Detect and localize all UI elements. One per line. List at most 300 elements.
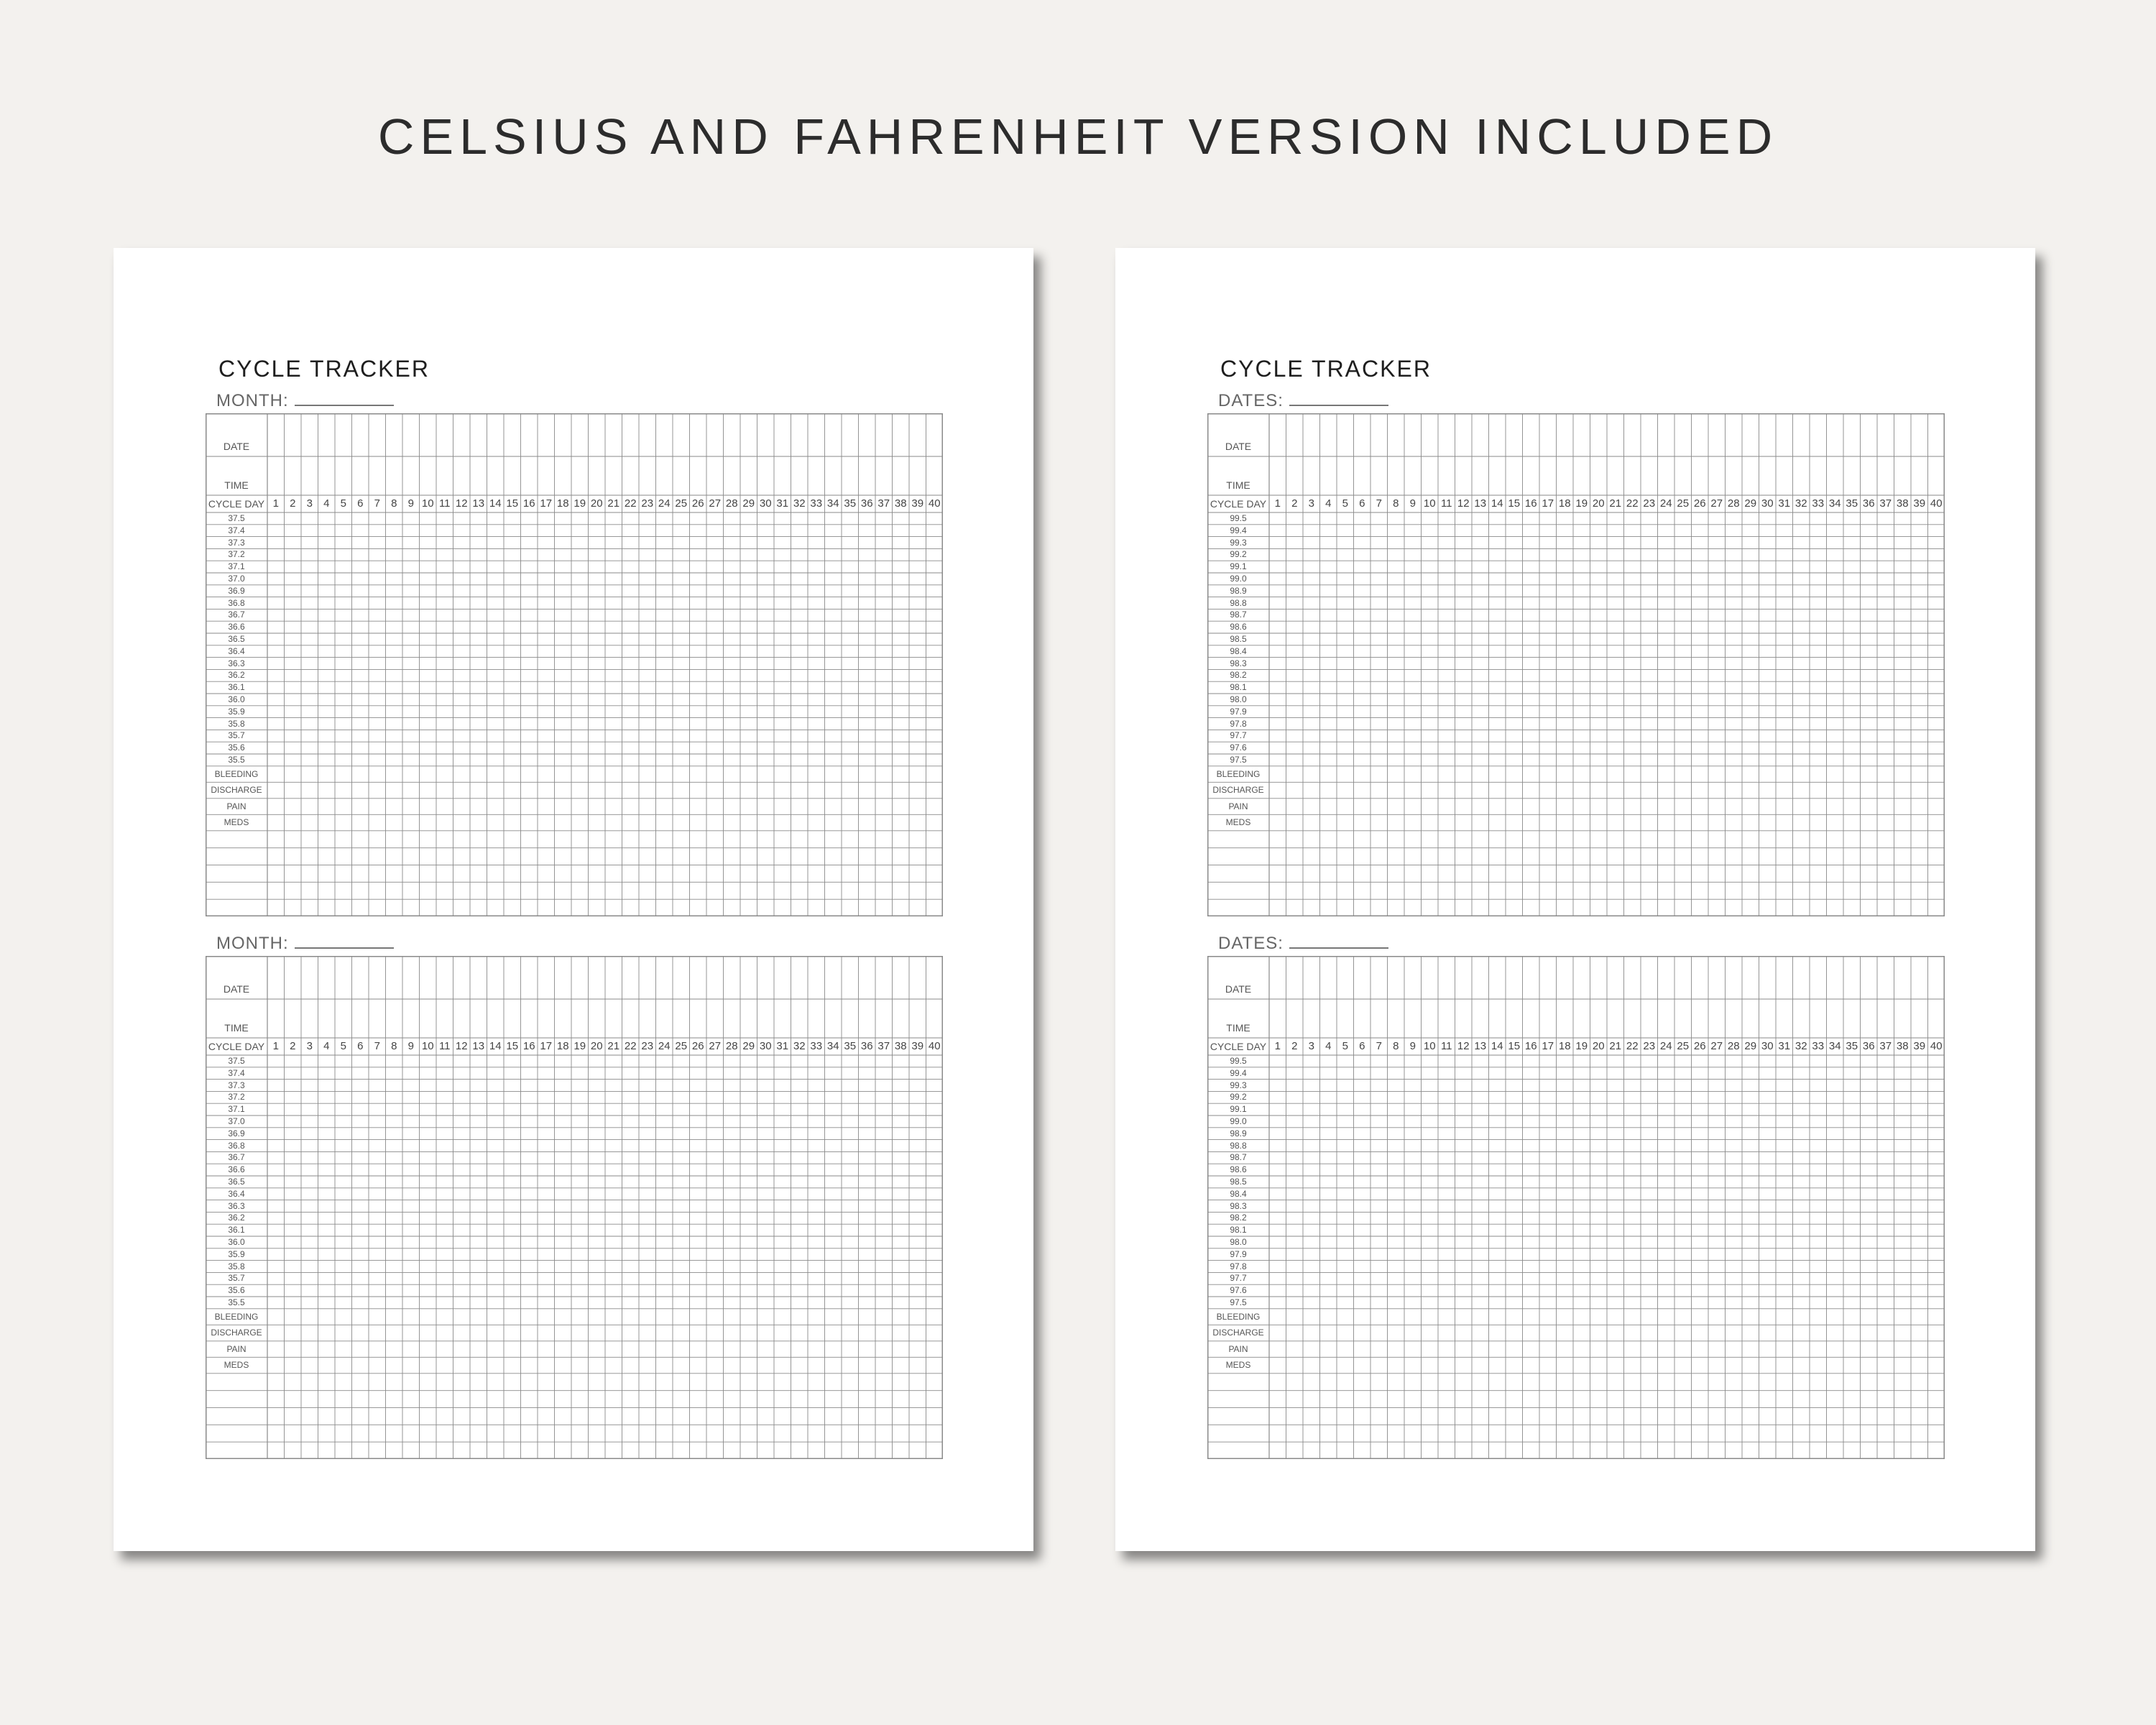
cycle-day-number: 6 (357, 1040, 364, 1052)
cycle-day-number: 7 (1376, 1040, 1382, 1052)
temperature-label: 99.1 (1230, 561, 1247, 572)
cycle-day-number: 31 (1778, 1040, 1791, 1052)
cycle-day-number: 7 (374, 497, 380, 510)
temperature-label: 35.6 (228, 1285, 245, 1296)
temperature-label: 98.8 (1230, 597, 1247, 608)
time-row-label: TIME (1226, 479, 1250, 491)
cycle-day-number: 2 (290, 1040, 296, 1052)
cycle-day-number: 15 (506, 497, 519, 510)
symptom-label: DISCHARGE (1212, 785, 1264, 796)
cycle-day-number: 32 (793, 497, 806, 510)
cycle-day-number: 33 (810, 1040, 823, 1052)
cycle-day-number: 30 (1761, 1040, 1774, 1052)
cycle-day-number: 5 (1342, 1040, 1348, 1052)
temperature-label: 99.5 (1230, 1056, 1247, 1066)
temperature-label: 98.6 (1230, 1164, 1247, 1175)
temperature-label: 97.9 (1230, 706, 1247, 717)
cycle-day-number: 33 (1812, 1040, 1825, 1052)
cycle-day-number: 22 (624, 1040, 637, 1052)
fahrenheit-page (1115, 248, 2035, 1551)
temperature-label: 35.9 (228, 706, 245, 717)
month-input-line[interactable] (295, 390, 394, 406)
cycle-day-number: 38 (1896, 1040, 1909, 1052)
temperature-label: 99.5 (1230, 513, 1247, 523)
cycle-day-number: 11 (1440, 1040, 1452, 1052)
cycle-day-number: 30 (759, 497, 772, 510)
cycle-day-number: 9 (1409, 497, 1416, 510)
cycle-day-number: 14 (489, 1040, 502, 1052)
cycle-row-label: CYCLE DAY (1210, 1041, 1267, 1052)
temperature-label: 36.7 (228, 1152, 245, 1163)
temperature-label: 36.3 (228, 658, 245, 668)
temperature-label: 36.1 (228, 682, 245, 693)
cycle-day-number: 15 (1508, 497, 1521, 510)
symptom-label: DISCHARGE (1212, 1328, 1264, 1338)
cycle-day-number: 8 (1393, 497, 1399, 510)
cycle-day-number: 18 (1558, 497, 1571, 510)
cycle-day-number: 8 (391, 1040, 397, 1052)
temperature-label: 35.9 (228, 1248, 245, 1259)
tracker-grid (206, 413, 943, 916)
cycle-day-number: 34 (1828, 497, 1841, 510)
cycle-day-number: 27 (709, 1040, 722, 1052)
time-row-label: TIME (224, 1022, 249, 1034)
cycle-day-number: 13 (472, 1040, 485, 1052)
temperature-label: 36.8 (228, 1140, 245, 1151)
cycle-day-number: 14 (1491, 497, 1503, 510)
cycle-day-number: 35 (844, 1040, 857, 1052)
temperature-label: 37.3 (228, 1080, 245, 1090)
cycle-day-number: 13 (1474, 1040, 1487, 1052)
cycle-day-number: 24 (1659, 1040, 1672, 1052)
cycle-day-number: 20 (1592, 497, 1605, 510)
cycle-day-number: 22 (1626, 497, 1639, 510)
dates-input-line[interactable] (1289, 390, 1388, 406)
dates-field[interactable] (1218, 933, 1388, 954)
cycle-day-number: 10 (1423, 497, 1436, 510)
temperature-label: 98.9 (1230, 585, 1247, 596)
cycle-day-number: 8 (1393, 1040, 1399, 1052)
cycle-day-number: 16 (1524, 1040, 1537, 1052)
cycle-day-number: 23 (641, 1040, 654, 1052)
cycle-day-number: 19 (573, 497, 586, 510)
temperature-label: 98.2 (1230, 670, 1247, 681)
celsius-page (114, 248, 1033, 1551)
cycle-day-number: 33 (1812, 497, 1825, 510)
temperature-label: 98.7 (1230, 1152, 1247, 1163)
cycle-day-number: 4 (1325, 497, 1332, 510)
grid-lines (206, 956, 943, 1459)
temperature-label: 98.2 (1230, 1213, 1247, 1223)
cycle-day-number: 36 (1862, 1040, 1875, 1052)
cycle-day-number: 9 (407, 497, 414, 510)
temperature-label: 37.5 (228, 1056, 245, 1066)
cycle-day-number: 6 (1359, 497, 1365, 510)
cycle-day-number: 10 (421, 497, 434, 510)
temperature-label: 37.4 (228, 1067, 245, 1078)
grid-border (206, 957, 943, 1459)
temperature-label: 98.5 (1230, 634, 1247, 644)
temperature-label: 99.2 (1230, 1092, 1247, 1103)
temperature-label: 98.0 (1230, 1237, 1247, 1247)
headline: CELSIUS AND FAHRENHEIT VERSION INCLUDED (377, 109, 1779, 165)
tracker-grid (1207, 413, 1945, 916)
cycle-day-number: 12 (1457, 1040, 1470, 1052)
temperature-label: 99.0 (1230, 1116, 1247, 1126)
temperature-label: 36.5 (228, 1177, 245, 1187)
tracker-grid (206, 956, 943, 1459)
cycle-day-number: 4 (323, 1040, 330, 1052)
cycle-day-number: 12 (1457, 497, 1470, 510)
temperature-label: 36.6 (228, 1164, 245, 1175)
cycle-day-number: 28 (1727, 497, 1740, 510)
cycle-day-number: 37 (877, 497, 890, 510)
cycle-day-number: 12 (455, 497, 468, 510)
cycle-day-number: 31 (776, 497, 789, 510)
cycle-day-number: 23 (1643, 1040, 1656, 1052)
temperature-label: 37.0 (228, 574, 245, 584)
temperature-label: 99.3 (1230, 1080, 1247, 1090)
cycle-day-number: 37 (1879, 1040, 1892, 1052)
cycle-day-number: 15 (1508, 1040, 1521, 1052)
cycle-day-number: 25 (675, 1040, 688, 1052)
date-row-label: DATE (1225, 983, 1252, 995)
cycle-day-number: 3 (306, 1040, 313, 1052)
page-title: CYCLE TRACKER (218, 356, 430, 382)
temperature-label: 37.1 (228, 561, 245, 572)
symptom-label: MEDS (224, 817, 249, 828)
date-row-label: DATE (1225, 441, 1252, 452)
temperature-label: 36.5 (228, 634, 245, 644)
temperature-label: 37.2 (228, 1092, 245, 1103)
cycle-day-number: 23 (641, 497, 654, 510)
cycle-day-number: 2 (1291, 1040, 1298, 1052)
cycle-day-number: 10 (421, 1040, 434, 1052)
cycle-day-number: 37 (1879, 497, 1892, 510)
cycle-day-number: 8 (391, 497, 397, 510)
month-label: MONTH: (216, 934, 289, 953)
temperature-label: 97.9 (1230, 1248, 1247, 1259)
cycle-day-number: 37 (877, 1040, 890, 1052)
month-label: MONTH: (216, 391, 289, 410)
temperature-label: 97.7 (1230, 1273, 1247, 1284)
cycle-day-number: 28 (725, 497, 738, 510)
temperature-label: 35.7 (228, 1273, 245, 1284)
temperature-label: 98.4 (1230, 1188, 1247, 1199)
cycle-day-number: 24 (658, 1040, 671, 1052)
time-row-label: TIME (224, 479, 249, 491)
temperature-label: 99.3 (1230, 537, 1247, 548)
cycle-day-number: 16 (522, 497, 535, 510)
cycle-day-number: 21 (1609, 497, 1622, 510)
temperature-label: 35.8 (228, 718, 245, 729)
cycle-day-number: 21 (1609, 1040, 1622, 1052)
grid-lines (1207, 956, 1945, 1459)
cycle-day-number: 13 (1474, 497, 1487, 510)
cycle-day-number: 23 (1643, 497, 1656, 510)
cycle-day-number: 11 (438, 497, 451, 510)
dates-input-line[interactable] (1289, 933, 1388, 949)
cycle-day-number: 27 (709, 497, 722, 510)
cycle-day-number: 11 (438, 1040, 451, 1052)
temperature-label: 36.4 (228, 1188, 245, 1199)
cycle-day-number: 17 (1542, 1040, 1554, 1052)
symptom-label: MEDS (224, 1360, 249, 1371)
temperature-label: 35.5 (228, 755, 245, 765)
cycle-day-number: 35 (1846, 1040, 1858, 1052)
cycle-day-number: 26 (691, 497, 704, 510)
cycle-day-number: 17 (1542, 497, 1554, 510)
cycle-day-number: 14 (1491, 1040, 1503, 1052)
grid-lines (1207, 413, 1945, 916)
temperature-label: 98.3 (1230, 1200, 1247, 1211)
temperature-label: 97.6 (1230, 1285, 1247, 1296)
temperature-label: 99.1 (1230, 1104, 1247, 1115)
cycle-row-label: CYCLE DAY (208, 1041, 265, 1052)
cycle-day-number: 2 (290, 497, 296, 510)
dates-label: DATES: (1218, 934, 1284, 953)
cycle-day-number: 25 (1677, 1040, 1690, 1052)
time-row-label: TIME (1226, 1022, 1250, 1034)
cycle-day-number: 3 (306, 497, 313, 510)
symptom-label: DISCHARGE (211, 785, 262, 796)
cycle-day-number: 20 (590, 1040, 603, 1052)
temperature-label: 97.8 (1230, 718, 1247, 729)
cycle-day-number: 29 (1744, 1040, 1757, 1052)
grid-lines (206, 413, 943, 916)
temperature-label: 99.2 (1230, 549, 1247, 560)
cycle-day-number: 32 (1795, 1040, 1807, 1052)
cycle-day-number: 26 (1693, 1040, 1706, 1052)
temperature-label: 37.1 (228, 1104, 245, 1115)
cycle-day-number: 34 (826, 497, 839, 510)
cycle-day-number: 34 (1828, 1040, 1841, 1052)
cycle-day-number: 1 (272, 497, 279, 510)
cycle-day-number: 31 (1778, 497, 1791, 510)
symptom-label: BLEEDING (1216, 768, 1261, 779)
cycle-day-number: 9 (1409, 1040, 1416, 1052)
cycle-day-number: 19 (573, 1040, 586, 1052)
date-row-label: DATE (223, 983, 250, 995)
cycle-day-number: 27 (1710, 497, 1723, 510)
temperature-label: 97.5 (1230, 755, 1247, 765)
temperature-label: 99.4 (1230, 1067, 1247, 1078)
cycle-day-number: 1 (1274, 1040, 1281, 1052)
page-title: CYCLE TRACKER (1220, 356, 1432, 382)
temperature-label: 97.5 (1230, 1297, 1247, 1307)
cycle-day-number: 2 (1291, 497, 1298, 510)
cycle-day-number: 32 (1795, 497, 1807, 510)
temperature-label: 36.1 (228, 1225, 245, 1236)
cycle-day-number: 17 (540, 497, 553, 510)
cycle-day-number: 6 (357, 497, 364, 510)
symptom-label: BLEEDING (214, 1311, 259, 1322)
cycle-day-number: 25 (675, 497, 688, 510)
temperature-label: 36.2 (228, 670, 245, 681)
grid-border (206, 414, 943, 916)
cycle-day-number: 20 (590, 497, 603, 510)
cycle-day-number: 29 (1744, 497, 1757, 510)
temperature-label: 99.0 (1230, 574, 1247, 584)
cycle-day-number: 18 (1558, 1040, 1571, 1052)
symptom-label: MEDS (1225, 1360, 1251, 1371)
cycle-day-number: 13 (472, 497, 485, 510)
cycle-day-number: 1 (272, 1040, 279, 1052)
cycle-day-number: 31 (776, 1040, 789, 1052)
cycle-row-label: CYCLE DAY (208, 498, 265, 510)
cycle-day-number: 40 (1930, 1040, 1943, 1052)
month-field[interactable] (216, 933, 394, 954)
cycle-day-number: 5 (1342, 497, 1348, 510)
cycle-day-number: 4 (1325, 1040, 1332, 1052)
symptom-label: DISCHARGE (211, 1328, 262, 1338)
cycle-day-number: 19 (1575, 497, 1588, 510)
cycle-day-number: 36 (1862, 497, 1875, 510)
cycle-day-number: 39 (911, 1040, 924, 1052)
cycle-day-number: 24 (658, 497, 671, 510)
cycle-day-number: 32 (793, 1040, 806, 1052)
symptom-label: PAIN (1228, 1343, 1248, 1354)
cycle-day-number: 21 (607, 1040, 620, 1052)
cycle-day-number: 10 (1423, 1040, 1436, 1052)
temperature-label: 35.5 (228, 1297, 245, 1307)
date-row-label: DATE (223, 441, 250, 452)
cycle-day-number: 35 (844, 497, 857, 510)
cycle-day-number: 4 (323, 497, 330, 510)
cycle-day-number: 7 (374, 1040, 380, 1052)
cycle-day-number: 36 (860, 497, 873, 510)
temperature-label: 98.7 (1230, 610, 1247, 620)
temperature-label: 98.1 (1230, 1225, 1247, 1236)
cycle-day-number: 12 (455, 1040, 468, 1052)
cycle-day-number: 14 (489, 497, 502, 510)
cycle-day-number: 21 (607, 497, 620, 510)
cycle-day-number: 39 (1913, 1040, 1926, 1052)
temperature-label: 37.0 (228, 1116, 245, 1126)
temperature-label: 98.8 (1230, 1140, 1247, 1151)
cycle-day-number: 38 (1896, 497, 1909, 510)
temperature-label: 98.0 (1230, 694, 1247, 704)
cycle-day-number: 22 (624, 497, 637, 510)
temperature-label: 98.3 (1230, 658, 1247, 668)
temperature-label: 36.0 (228, 1237, 245, 1247)
cycle-day-number: 7 (1376, 497, 1382, 510)
temperature-label: 36.7 (228, 610, 245, 620)
cycle-day-number: 15 (506, 1040, 519, 1052)
temperature-label: 97.6 (1230, 742, 1247, 753)
cycle-day-number: 20 (1592, 1040, 1605, 1052)
cycle-day-number: 30 (1761, 497, 1774, 510)
temperature-label: 36.0 (228, 694, 245, 704)
temperature-label: 36.2 (228, 1213, 245, 1223)
temperature-label: 97.7 (1230, 730, 1247, 741)
cycle-day-number: 3 (1308, 1040, 1314, 1052)
cycle-day-number: 26 (1693, 497, 1706, 510)
cycle-day-number: 29 (742, 497, 755, 510)
symptom-label: PAIN (226, 1343, 247, 1354)
temperature-label: 35.7 (228, 730, 245, 741)
temperature-label: 98.6 (1230, 622, 1247, 632)
temperature-label: 36.9 (228, 585, 245, 596)
temperature-label: 36.3 (228, 1200, 245, 1211)
dates-field[interactable] (1218, 390, 1388, 412)
cycle-day-number: 29 (742, 1040, 755, 1052)
cycle-row-label: CYCLE DAY (1210, 498, 1267, 510)
temperature-label: 99.4 (1230, 525, 1247, 535)
month-input-line[interactable] (295, 933, 394, 949)
cycle-day-number: 18 (556, 497, 569, 510)
cycle-day-number: 28 (1727, 1040, 1740, 1052)
cycle-day-number: 17 (540, 1040, 553, 1052)
temperature-label: 36.6 (228, 622, 245, 632)
cycle-day-number: 28 (725, 1040, 738, 1052)
cycle-day-number: 39 (1913, 497, 1926, 510)
temperature-label: 37.2 (228, 549, 245, 560)
cycle-day-number: 6 (1359, 1040, 1365, 1052)
temperature-label: 36.8 (228, 597, 245, 608)
temperature-label: 98.9 (1230, 1128, 1247, 1138)
cycle-day-number: 38 (894, 1040, 907, 1052)
temperature-label: 98.4 (1230, 645, 1247, 656)
grid-border (1208, 957, 1945, 1459)
temperature-label: 36.4 (228, 645, 245, 656)
cycle-day-number: 40 (1930, 497, 1943, 510)
temperature-label: 98.1 (1230, 682, 1247, 693)
cycle-day-number: 27 (1710, 1040, 1723, 1052)
cycle-day-number: 36 (860, 1040, 873, 1052)
cycle-day-number: 39 (911, 497, 924, 510)
temperature-label: 37.3 (228, 537, 245, 548)
tracker-grid (1207, 956, 1945, 1459)
cycle-day-number: 34 (826, 1040, 839, 1052)
symptom-label: PAIN (1228, 801, 1248, 811)
temperature-label: 37.4 (228, 525, 245, 535)
cycle-day-number: 19 (1575, 1040, 1588, 1052)
grid-border (1208, 414, 1945, 916)
temperature-label: 97.8 (1230, 1261, 1247, 1271)
cycle-day-number: 16 (1524, 497, 1537, 510)
cycle-day-number: 18 (556, 1040, 569, 1052)
symptom-label: PAIN (226, 801, 247, 811)
cycle-day-number: 24 (1659, 497, 1672, 510)
cycle-day-number: 33 (810, 497, 823, 510)
cycle-day-number: 3 (1308, 497, 1314, 510)
temperature-label: 37.5 (228, 513, 245, 523)
cycle-day-number: 40 (928, 1040, 941, 1052)
cycle-day-number: 9 (407, 1040, 414, 1052)
cycle-day-number: 25 (1677, 497, 1690, 510)
cycle-day-number: 5 (340, 1040, 346, 1052)
symptom-label: MEDS (1225, 817, 1251, 828)
cycle-day-number: 40 (928, 497, 941, 510)
temperature-label: 35.6 (228, 742, 245, 753)
symptom-label: BLEEDING (214, 768, 259, 779)
cycle-day-number: 22 (1626, 1040, 1639, 1052)
temperature-label: 36.9 (228, 1128, 245, 1138)
cycle-day-number: 38 (894, 497, 907, 510)
cycle-day-number: 1 (1274, 497, 1281, 510)
temperature-label: 35.8 (228, 1261, 245, 1271)
temperature-label: 98.5 (1230, 1177, 1247, 1187)
cycle-day-number: 26 (691, 1040, 704, 1052)
dates-label: DATES: (1218, 391, 1284, 410)
cycle-day-number: 5 (340, 497, 346, 510)
cycle-day-number: 16 (522, 1040, 535, 1052)
month-field[interactable] (216, 390, 394, 412)
cycle-day-number: 11 (1440, 497, 1452, 510)
cycle-day-number: 35 (1846, 497, 1858, 510)
cycle-day-number: 30 (759, 1040, 772, 1052)
